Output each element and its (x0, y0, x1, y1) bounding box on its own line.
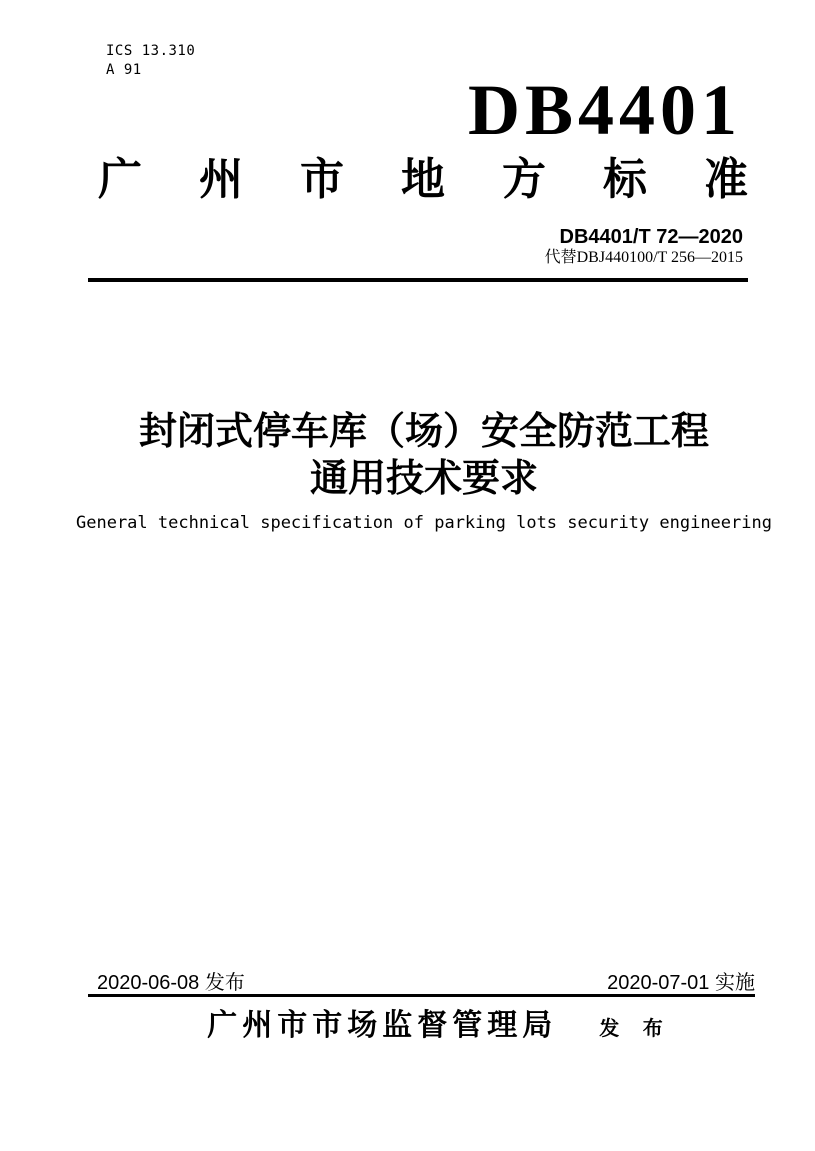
implement-date: 2020-07-01 实施 (607, 972, 755, 994)
classification-code: A 91 (106, 62, 142, 78)
replaced-standard-note: 代替DBJ440100/T 256—2015 (544, 249, 743, 266)
publisher-name: 广州市市场监督管理局 (207, 1009, 558, 1042)
footer-divider-rule (88, 994, 755, 997)
standard-code-logo: DB4401 (467, 70, 742, 150)
standard-number-block (545, 226, 743, 267)
document-title-line1: 封闭式停车库（场）安全防范工程 (138, 411, 709, 453)
ics-block (106, 42, 195, 80)
publisher-row (88, 1008, 755, 1044)
document-title-block (88, 409, 760, 503)
document-title-line2: 通用技术要求 (309, 458, 538, 500)
publish-label: 发 布 (599, 1017, 672, 1040)
header-divider-rule (88, 278, 748, 282)
issue-date: 2020-06-08 发布 (97, 972, 245, 994)
dates-row (97, 971, 755, 995)
local-standard-title: 广州市地方标准 (98, 155, 805, 204)
standard-number: DB4401/T 72—2020 (559, 226, 743, 248)
english-title: General technical specification of parking lots security engineering (76, 513, 772, 533)
ics-code: ICS 13.310 (106, 43, 196, 59)
